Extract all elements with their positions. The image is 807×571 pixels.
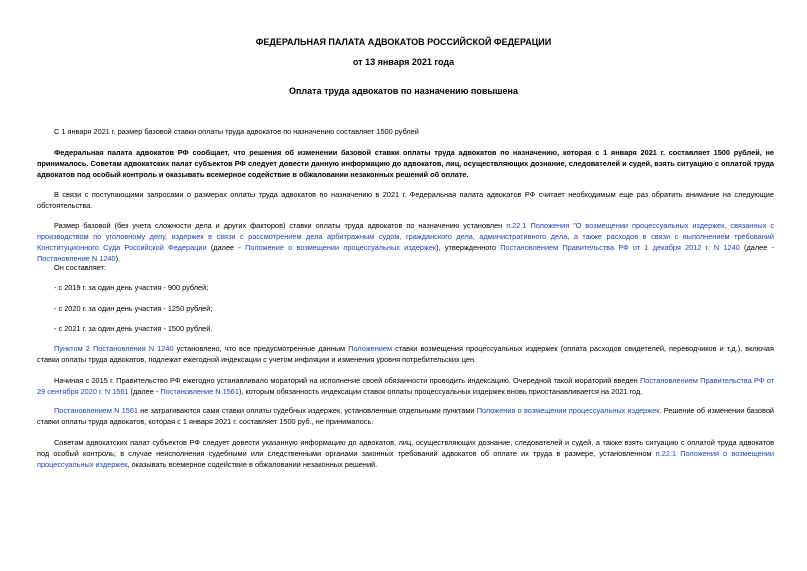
text: ставки возмещения процессуальных издержек (оплата расходов свидетелей, переводчиков и т.д.), включая ставки оплаты труда адвокатов, подлежат ежегодной индексации с учетом инфляции и изменения уровня потребительских цен.	[37, 344, 774, 364]
text: (далее -	[128, 387, 161, 396]
org-heading: ФЕДЕРАЛЬНАЯ ПАЛАТА АДВОКАТОВ РОССИЙСКОЙ ФЕДЕРАЦИИ	[255, 37, 552, 47]
text: не затрагиваются сами ставки оплаты судебных издержек, установленные отдельными пунктами	[138, 406, 477, 415]
resolution-1561-link[interactable]: Постановлением Правительства РФ от 29 сентября 2020 г. N 1561	[37, 376, 775, 396]
text: (далее -	[206, 243, 246, 252]
text: ).	[115, 254, 121, 263]
text: Советам адвокатских палат субъектов РФ следует довести указанную информацию до адвокатов, лиц, осуществляющих дознание, следователей и судей, а также взять ситуацию с оплатой труда адвокатов под особый контроль; в случае неисполнения судебными или следственными органами законных требований адвокатов об оплате их труда в размере, установленном	[37, 438, 774, 458]
resolution-1561-short-link[interactable]: Постановление N 1561	[160, 387, 239, 396]
intro-paragraph: С 1 января 2021 г. размер базовой ставки оплаты труда адвокатов по назначению составляет 1500 рублей	[54, 127, 419, 136]
date-heading: от 13 января 2021 года	[352, 57, 455, 67]
regulation-link[interactable]: Положением	[348, 344, 393, 353]
text: Размер базовой (без учета сложности дела и других факторов) ставки оплаты труда адвокатов по назначению установлен	[54, 221, 507, 230]
context-paragraph: В связи с поступающими запросами о размерах оплаты труда адвокатов по назначению в 2021 г. Федеральная палата адвокатов РФ считает необходимым еще раз обратить внимание на следующие обстоятельства.	[37, 190, 774, 210]
text: ), которым обязанность индексации ставок оплаты процессуальных издержек вновь приостанавливается на 2021 год.	[238, 387, 643, 396]
text: . Решение об изменении базовой ставки оплаты труда адвокатов, которая с 1 января 2021 г. составляет 1500 руб., не принималось.	[37, 406, 775, 426]
document-title: Оплата труда адвокатов по назначению повышена	[289, 86, 518, 96]
text: , оказывать всемерное содействие в обжаловании незаконных решений.	[127, 460, 378, 469]
text: ), утвержденного	[436, 243, 501, 252]
indexation-paragraph	[37, 343, 774, 365]
list-item: - с 2019 г. за один день участия - 900 рублей;	[54, 283, 209, 292]
regulation-link[interactable]: п.22.1 Положения "О возмещении процессуальных издержек, связанных с производством по уголовному делу, издержек в связи с рассмотрением дела арбитражным судом, гражданского дела, административного дела, а также расходов в связи с выполнением требований Конституционного Суда Российской Федерации	[37, 221, 775, 252]
regulation-short-link[interactable]: Положение о возмещении процессуальных издержек	[245, 243, 437, 252]
resolution-1561-link[interactable]: Постановлением N 1561	[54, 406, 139, 415]
amounts-intro: Он составляет:	[54, 263, 106, 272]
text: установлено, что все предусмотренные данным	[173, 344, 349, 353]
base-rate-paragraph	[37, 220, 774, 264]
text: Начиная с 2015 г. Правительство РФ ежегодно устанавливало мораторий на исполнение своей обязанности проводить индексацию. Очередной такой мораторий введен	[54, 376, 640, 385]
clause-22-1-link[interactable]: п.22.1 Положения о возмещении процессуальных издержек	[37, 449, 774, 469]
resolution-1240-short-link[interactable]: Постановление N 1240	[37, 254, 116, 263]
rates-unchanged-paragraph	[37, 405, 774, 427]
list-item: - с 2021 г. за один день участия - 1500 рублей.	[54, 324, 213, 333]
resolution-1240-link[interactable]: Постановлением Правительства РФ от 1 декабря 2012 г. N 1240	[500, 243, 740, 252]
clause-2-link[interactable]: Пунктом 2 Постановления N 1240	[54, 344, 174, 353]
list-item: - с 2020 г. за один день участия - 1250 рублей;	[54, 304, 213, 313]
bold-summary-paragraph: Федеральная палата адвокатов РФ сообщает, что решения об изменении базовой ставки оплаты труда адвокатов по назначению, которая с 1 января 2021 г. составляет 1500 рублей, не принималось. Советам адвокатских палат субъектов РФ следует довести данную информацию до адвокатов, лиц, осуществляющих дознание, следователей и судей, взять ситуацию с оплатой труда адвокатов под особый контроль и оказывать всемерное содействие в обжаловании незаконных решений об оплате.	[37, 148, 774, 179]
regulation-link[interactable]: Положения о возмещении процессуальных издержек	[476, 406, 660, 415]
recommendation-paragraph	[37, 437, 774, 470]
text: (далее -	[739, 243, 775, 252]
moratorium-paragraph	[37, 375, 774, 397]
